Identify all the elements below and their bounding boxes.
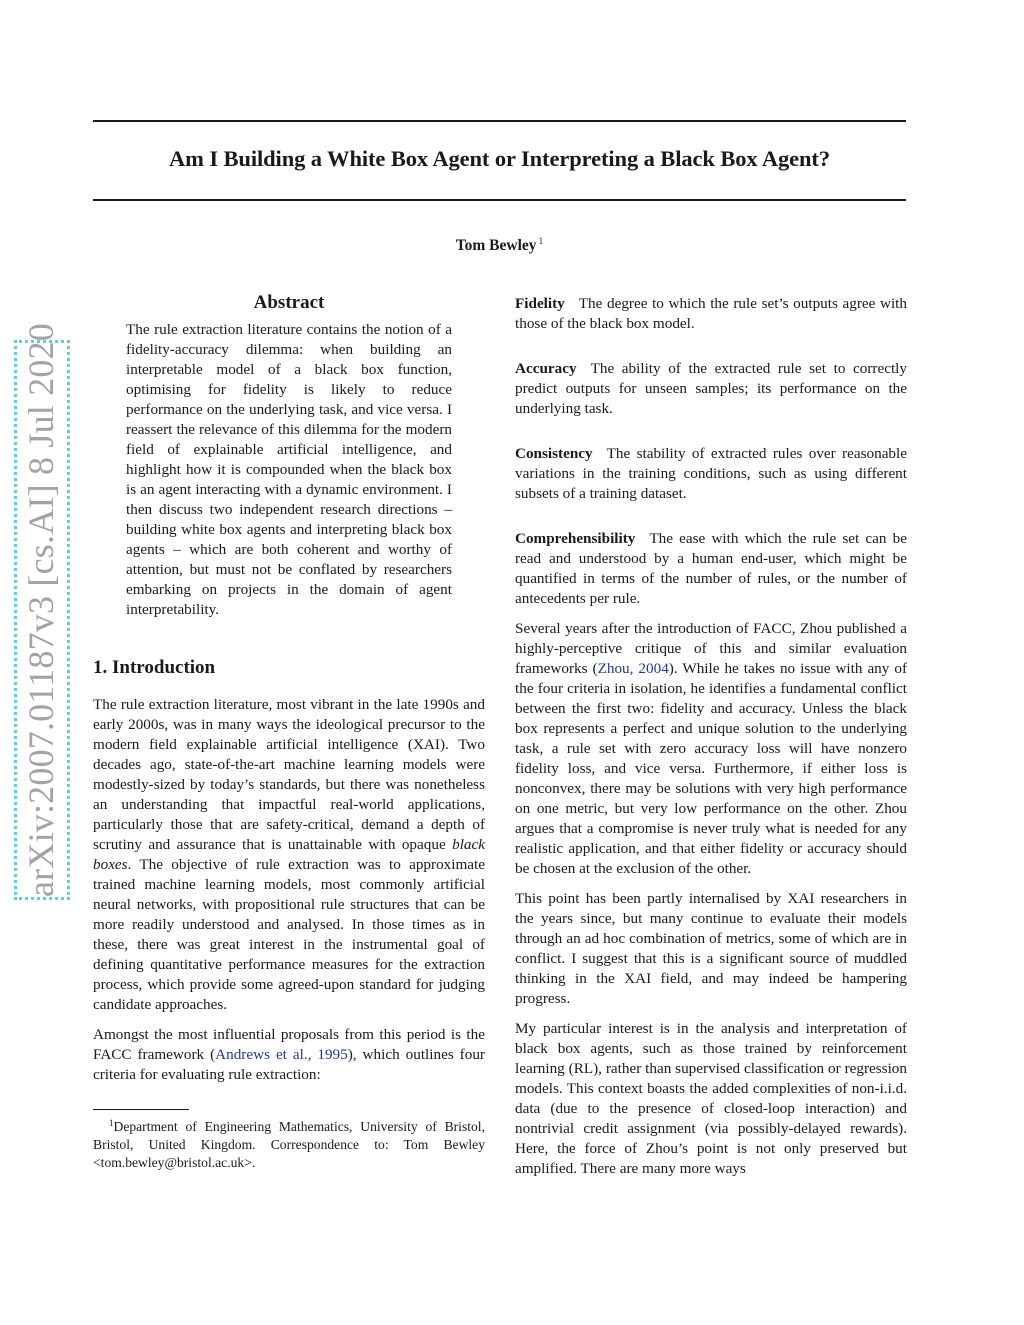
criterion-name: Accuracy [515, 360, 577, 377]
abstract-section [126, 292, 452, 620]
right-column [515, 294, 907, 1189]
criterion-name: Fidelity [515, 295, 565, 312]
criterion-name: Comprehensibility [515, 530, 636, 547]
footnote-divider [93, 1109, 189, 1110]
criterion-text: The degree to which the rule set’s outputs agree with those of the black box model. [515, 295, 907, 332]
intro-p2-text-a: Amongst the most influential proposals from this period is the FACC framework ( [93, 1026, 485, 1063]
citation-link-zhou[interactable]: Zhou, 2004 [597, 660, 669, 677]
author-name: Tom Bewley [455, 237, 537, 254]
right-paragraph-1 [515, 619, 907, 879]
intro-paragraph-2 [93, 1025, 485, 1085]
criterion-comprehensibility [515, 529, 907, 609]
right-p1-text-b: ). While he takes no issue with any of the four criteria in isolation, he identifies a fundamental conflict between the first two: fidelity and accuracy. Unless the black box represents a perfect and unique solution to the underlying task, a rule set with zero accuracy loss will have nonzero fidelity loss, and vice versa. Furthermore, if either loss is nonconvex, there may be solutions with very high performance on one metric, but very low performance on the other. Zhou argues that a compromise is never truly what is needed for any realistic application, and that either fidelity or accuracy should be chosen at the exclusion of the other. [515, 660, 908, 877]
citation-link-andrews[interactable]: Andrews et al., 1995 [215, 1046, 348, 1063]
intro-p1-text-a: The rule extraction literature, most vibrant in the late 1990s and early 2000s, was in many ways the ideological precursor to the modern field explainable artificial intelligence (XAI). Two decades ago, state-of-the-art machine learning models were modestly-sized by today’s standards, but there was nonetheless an understanding that impactful real-world applications, particularly those that are safety-critical, demand a depth of scrutiny and assurance that is unattainable with opaque [93, 696, 485, 853]
paper-title: Am I Building a White Box Agent or Interpreting a Black Box Agent? [169, 146, 830, 171]
footnote [93, 1114, 485, 1172]
right-p1-text-a: Several years after the introduction of FACC, Zhou published a highly-perceptive critique of this and similar evaluation frameworks ( [515, 620, 907, 677]
criterion-accuracy [515, 359, 907, 419]
abstract-heading: Abstract [253, 292, 325, 313]
criterion-consistency [515, 444, 907, 504]
author-line [93, 237, 906, 255]
criterion-fidelity [515, 294, 907, 334]
abstract-text: The rule extraction literature contains the notion of a fidelity-accuracy dilemma: when building an interpretable model of a black box function, optimising for fidelity is likely to reduce performance on the underlying task, and vice versa. I reassert the relevance of this dilemma for the modern field of explainable artificial intelligence, and highlight how it is compounded when the black box is an agent interacting with a dynamic environment. I then discuss two independent research directions – building white box agents and interpreting black box agents – which are both coherent and worthy of attention, but must not be conflated by researchers embarking on projects in the domain of agent interpretability. [126, 321, 452, 618]
introduction-heading: 1. Introduction [93, 657, 216, 678]
criterion-name: Consistency [515, 445, 593, 462]
criterion-text: The ability of the extracted rule set to correctly predict outputs for unseen samples; its performance on the underlying task. [515, 360, 907, 417]
right-paragraph-2: This point has been partly internalised by XAI researchers in the years since, but many continue to evaluate their models through an ad hoc combination of metrics, some of which are in conflict. I suggest that this is a significant source of muddled thinking in the XAI field, and may indeed be hampering progress. [515, 890, 907, 1007]
footnote-text: Department of Engineering Mathematics, University of Bristol, Bristol, United Kingdom. Correspondence to: Tom Bewley <tom.bewley@bristol.ac.uk>. [93, 1119, 485, 1170]
arxiv-stamp: arXiv:2007.01187v3 [cs.AI] 8 Jul 2020 [14, 340, 70, 900]
footnote-marker: 1 [109, 1118, 114, 1128]
intro-paragraph-1 [93, 695, 485, 1015]
criterion-text: The stability of extracted rules over reasonable variations in the training conditions, such as using different subsets of a training dataset. [515, 445, 907, 502]
author-affiliation-marker: 1 [538, 237, 544, 247]
right-paragraph-3: My particular interest is in the analysis and interpretation of black box agents, such as those trained by reinforcement learning (RL), rather than supervised classification or regression models. This context boasts the added complexities of non-i.i.d. data (due to the presence of closed-loop interaction) and nontrivial credit assignment (via possibly-delayed rewards). Here, the force of Zhou’s point is not only preserved but amplified. There are many more ways [515, 1020, 907, 1177]
left-column [93, 657, 485, 1095]
intro-p1-text-b: . The objective of rule extraction was to approximate trained machine learning models, most commonly artificial neural networks, with propositional rule structures that can be more readily understood and analysed. In those times as in these, there was great interest in the instrumental goal of defining quantitative performance measures for the extraction process, which provide some agreed-upon standard for judging candidate approaches. [93, 856, 485, 1013]
intro-p1-emphasis: black boxes [93, 836, 485, 873]
title-rule-top [93, 120, 906, 122]
intro-p2-text-b: ), which outlines four criteria for evaluating rule extraction: [93, 1046, 485, 1083]
criterion-text: The ease with which the rule set can be read and understood by a human end-user, which might be quantified in terms of the number of rules, or the number of antecedents per rule. [515, 530, 907, 607]
title-rule-bottom [93, 199, 906, 201]
